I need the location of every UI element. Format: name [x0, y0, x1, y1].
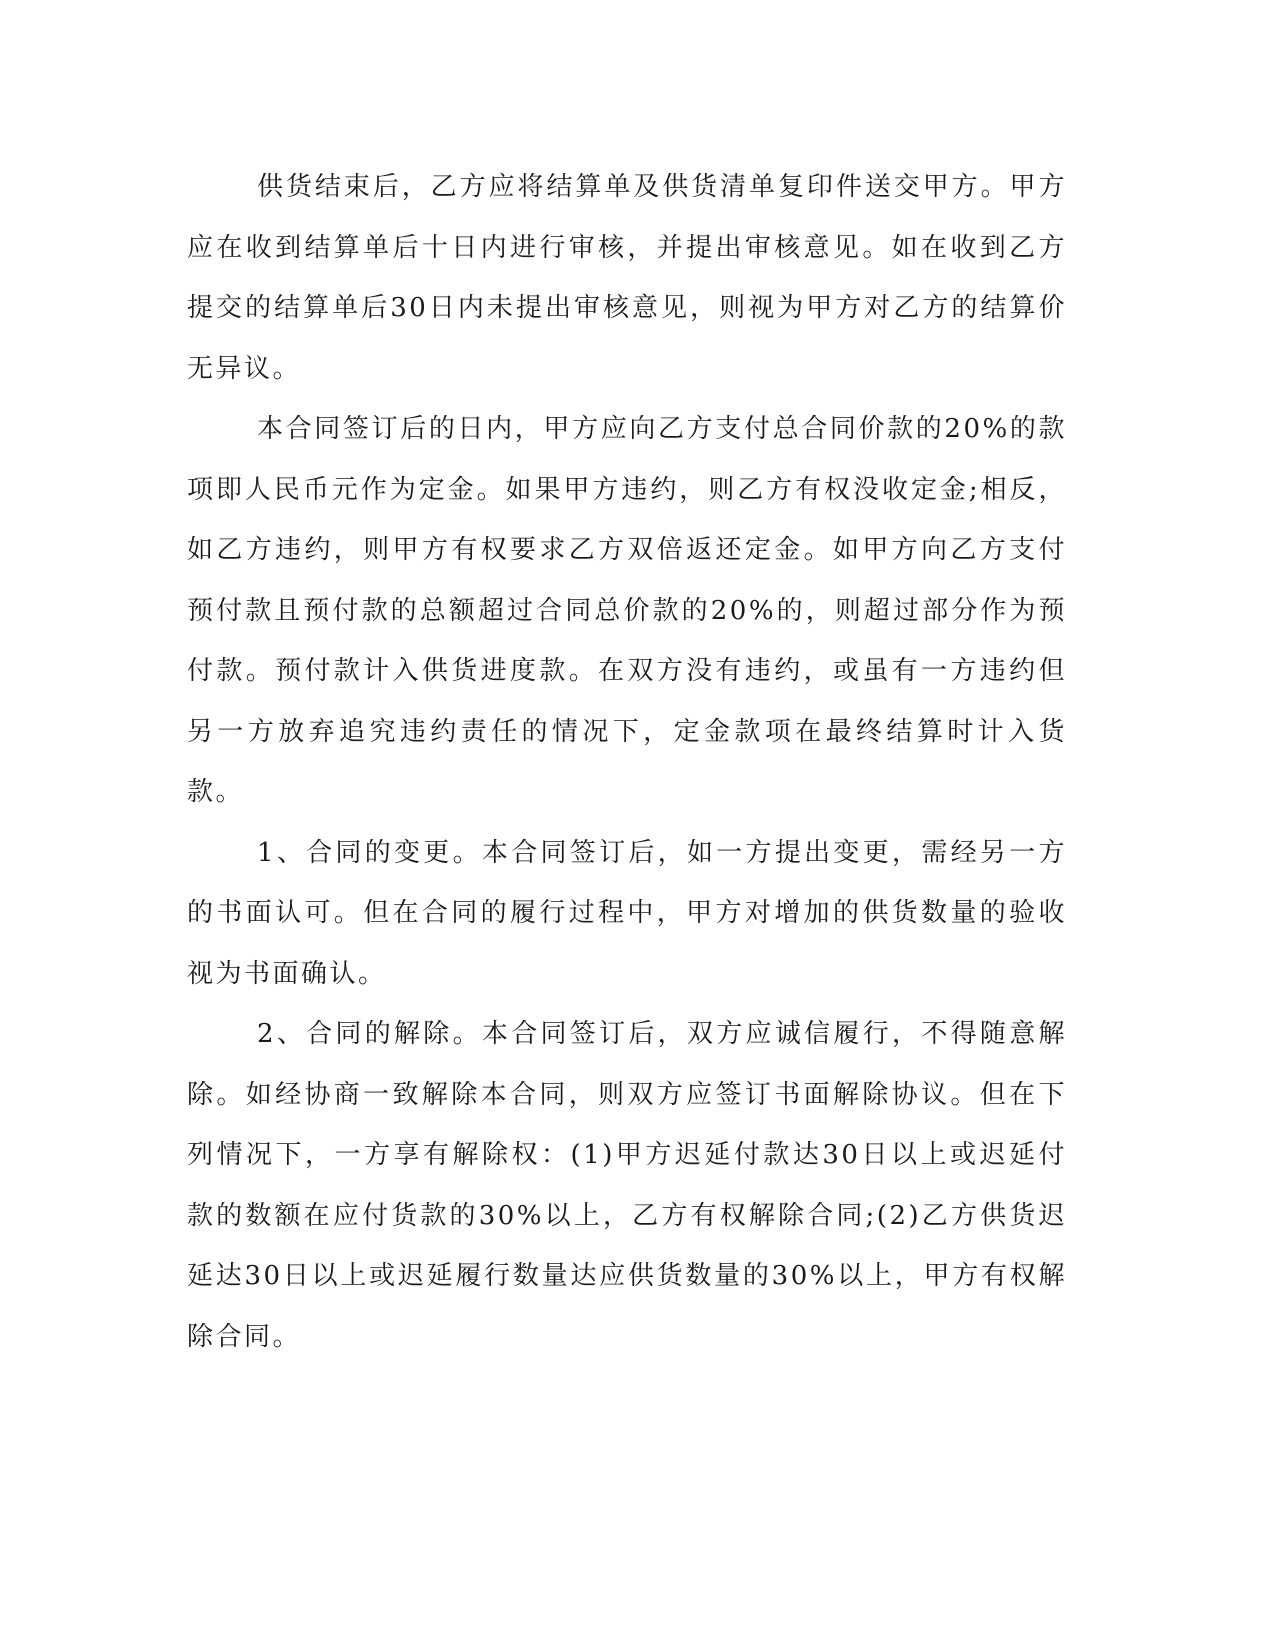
- document-body: [187, 157, 1067, 1367]
- paragraph-deposit: 本合同签订后的日内，甲方应向乙方支付总合同价款的20%的款项即人民币元作为定金。如果甲方违约，则乙方有权没收定金;相反，如乙方违约，则甲方有权要求乙方双倍返还定金。如甲方向乙方支付预付款且预付款的总额超过合同总价款的20%的，则超过部分作为预付款。预付款计入供货进度款。在双方没有违约，或虽有一方违约但另一方放弃追究违约责任的情况下，定金款项在最终结算时计入货款。: [187, 414, 1067, 807]
- paragraph-settlement: 供货结束后，乙方应将结算单及供货清单复印件送交甲方。甲方应在收到结算单后十日内进行审核，并提出审核意见。如在收到乙方提交的结算单后30日内未提出审核意见，则视为甲方对乙方的结算价无异议。: [187, 172, 1067, 384]
- paragraph-contract-change: 1、合同的变更。本合同签订后，如一方提出变更，需经另一方的书面认可。但在合同的履行过程中，甲方对增加的供货数量的验收视为书面确认。: [187, 837, 1067, 989]
- paragraph-contract-termination: 2、合同的解除。本合同签订后，双方应诚信履行，不得随意解除。如经协商一致解除本合同，则双方应签订书面解除协议。但在下列情况下，一方享有解除权：(1)甲方迟延付款达30日以上或迟延付款的数额在应付货款的30%以上，乙方有权解除合同;(2)乙方供货迟延达30日以上或迟延履行数量达应供货数量的30%以上，甲方有权解除合同。: [187, 1019, 1067, 1352]
